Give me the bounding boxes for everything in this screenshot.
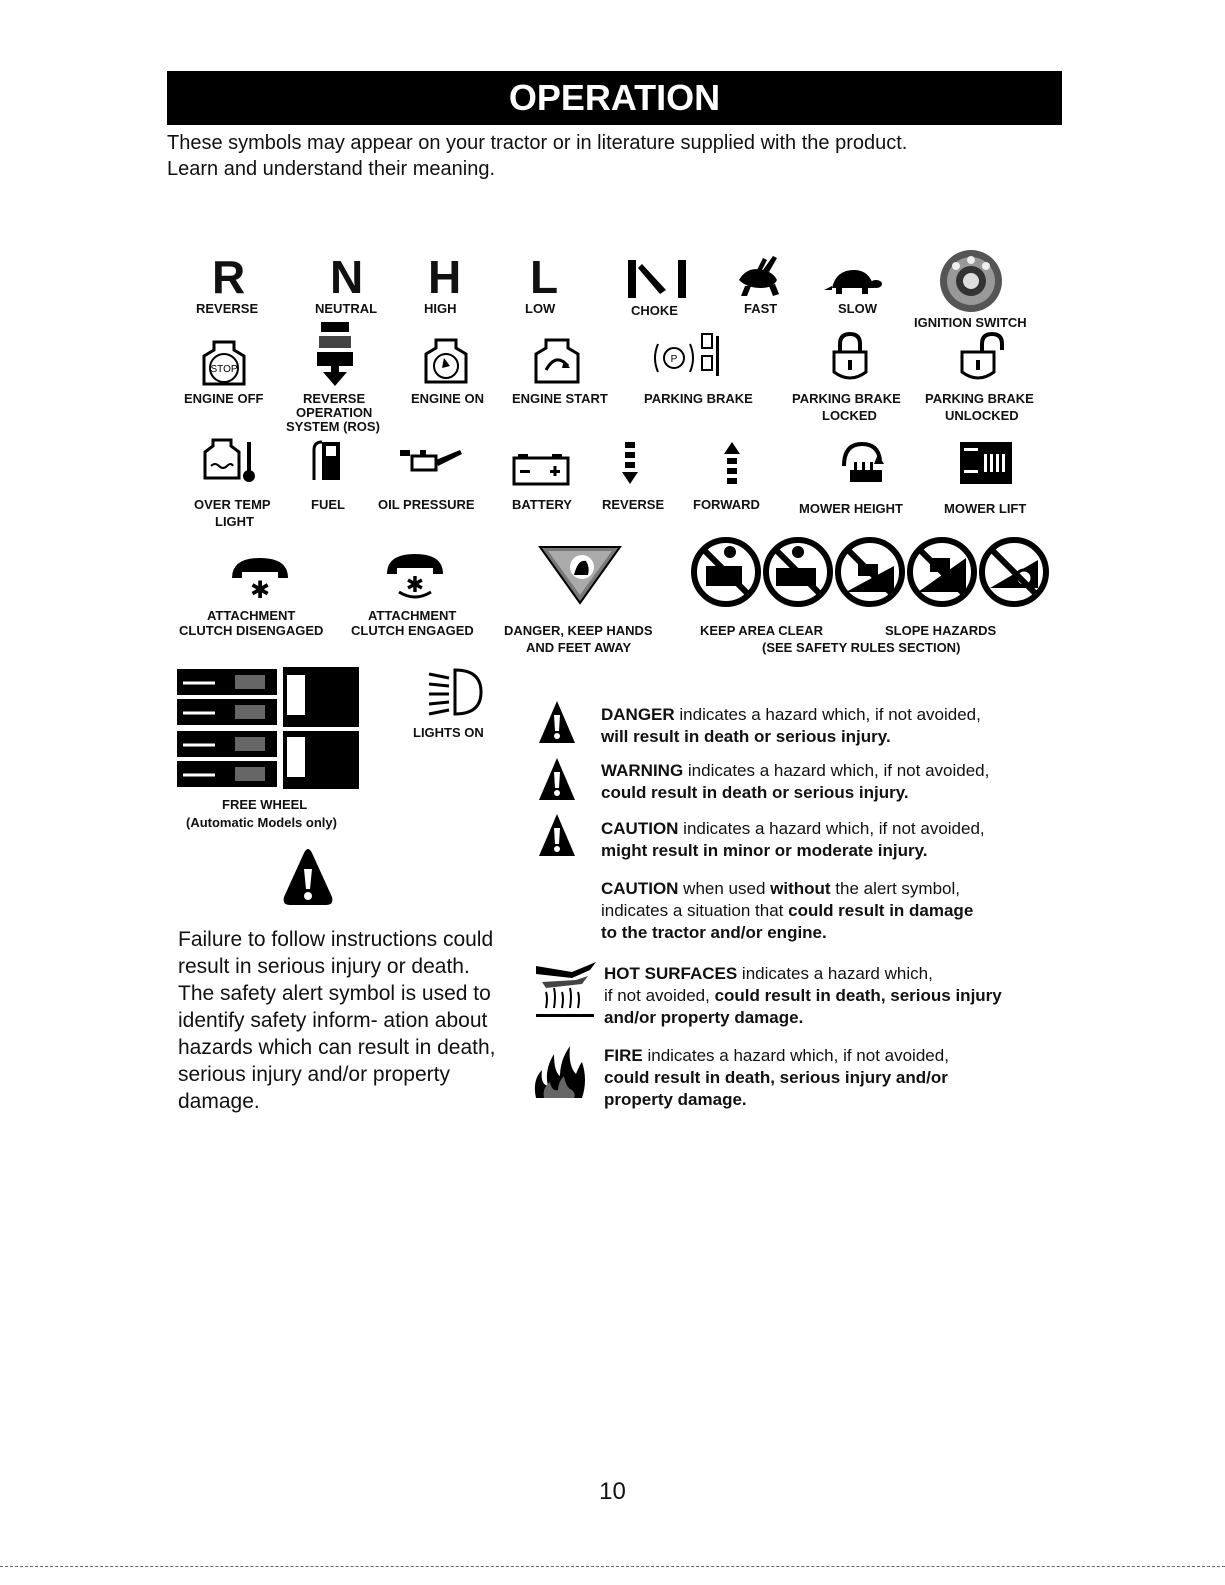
fuel-label: FUEL — [311, 497, 345, 512]
ros-label-2: OPERATION — [296, 405, 373, 420]
ros-label-1: REVERSE — [303, 391, 366, 406]
svg-text:STOP: STOP — [210, 364, 238, 375]
headlight-icon — [425, 664, 485, 718]
choke-label: CHOKE — [631, 303, 678, 318]
warning-definition — [601, 760, 989, 804]
caution2-text-2: the alert symbol, — [830, 879, 961, 898]
fire-bold-3: property damage. — [604, 1090, 747, 1109]
failure-warning-text: Failure to follow instructions could result in serious injury or death. The safety alert symbol is used to identify safety inform- ation about hazards which can result in death, serious injury and/or property damage. — [178, 928, 496, 1113]
danger-hands-label-2: AND FEET AWAY — [526, 640, 632, 655]
caution2-text-1: when used — [678, 879, 771, 898]
danger-alert-icon — [537, 699, 577, 745]
forward-arrow-icon — [722, 440, 742, 486]
reverse-label: REVERSE — [196, 301, 259, 316]
fire-word: FIRE — [604, 1046, 643, 1065]
warning-word: WARNING — [601, 761, 684, 780]
att-eng-label-2: CLUTCH ENGAGED — [351, 623, 474, 638]
danger-hands-label-1: DANGER, KEEP HANDS — [504, 623, 653, 638]
fire-icon — [530, 1040, 588, 1100]
engine-start-label: ENGINE START — [512, 391, 608, 406]
warning-text: indicates a hazard which, if not avoided, — [683, 761, 990, 780]
keep-area-clear-slope-icons — [690, 536, 1050, 608]
oil-pressure-label: OIL PRESSURE — [378, 497, 475, 512]
parking-brake-unlocked-icon — [958, 332, 1012, 384]
parking-brake-icon — [652, 330, 724, 380]
over-temp-label-1: OVER TEMP — [194, 497, 271, 512]
danger-text: indicates a hazard which, if not avoided, — [674, 705, 981, 724]
neutral-label: NEUTRAL — [315, 301, 378, 316]
mower-lift-label: MOWER LIFT — [944, 501, 1027, 516]
low-label: LOW — [525, 301, 556, 316]
slope-hazard-icon-1 — [838, 540, 902, 604]
slope-hazard-icon-2 — [910, 540, 974, 604]
pb-locked-label-2: LOCKED — [822, 408, 877, 423]
battery-icon — [512, 452, 572, 486]
pb-unlocked-label-1: PARKING BRAKE — [925, 391, 1034, 406]
hot-word: HOT SURFACES — [604, 964, 738, 983]
caution-text: indicates a hazard which, if not avoided, — [678, 819, 985, 838]
free-wheel-label-1: FREE WHEEL — [222, 797, 308, 812]
mower-height-label: MOWER HEIGHT — [799, 501, 903, 516]
intro-line-2: Learn and understand their meaning. — [167, 158, 496, 180]
see-safety-rules-label: (SEE SAFETY RULES SECTION) — [762, 640, 961, 655]
danger-bold: will result in death or serious injury. — [601, 727, 891, 746]
fire-bold-2: could result in death, serious injury and/or — [604, 1068, 948, 1087]
ignition-switch-icon — [938, 248, 1004, 314]
ignition-switch-label: IGNITION SWITCH — [914, 315, 1027, 330]
pb-unlocked-label-2: UNLOCKED — [945, 408, 1019, 423]
caution2-bold-1: without — [770, 879, 831, 898]
section-title-banner: OPERATION — [167, 71, 1062, 125]
scan-bottom-edge — [0, 1566, 1225, 1567]
danger-word: DANGER — [601, 705, 675, 724]
free-wheel-label-2: (Automatic Models only) — [186, 815, 337, 830]
caution2-bold-2: could result in damage — [788, 901, 974, 920]
svg-text:✱: ✱ — [405, 573, 425, 598]
parking-brake-label: PARKING BRAKE — [644, 391, 753, 406]
engine-start-icon — [534, 336, 580, 386]
turtle-slow-icon — [822, 264, 882, 296]
intro-line-1: These symbols may appear on your tractor or in literature supplied with the product. — [167, 132, 908, 154]
caution-bold: might result in minor or moderate injury. — [601, 841, 928, 860]
att-dis-label-2: CLUTCH DISENGAGED — [179, 623, 324, 638]
hot-text-2: if not avoided, — [604, 986, 715, 1005]
caution-word: CAUTION — [601, 819, 679, 838]
no-children-icon — [694, 540, 758, 604]
svg-text:✱: ✱ — [249, 576, 271, 600]
slow-label: SLOW — [838, 301, 877, 316]
danger-hands-feet-icon — [538, 545, 622, 605]
hot-bold-2: could result in death, serious injury — [714, 986, 1002, 1005]
neutral-letter: N — [330, 251, 364, 303]
mower-lift-icon — [958, 440, 1014, 486]
fast-label: FAST — [744, 301, 778, 316]
over-temp-label-2: LIGHT — [215, 514, 254, 529]
keep-area-clear-label: KEEP AREA CLEAR — [700, 623, 824, 638]
ros-label-3: SYSTEM (ROS) — [286, 419, 380, 434]
safety-alert-symbol-icon — [282, 847, 334, 907]
pb-locked-label-1: PARKING BRAKE — [792, 391, 901, 406]
warning-bold: could result in death or serious injury. — [601, 783, 909, 802]
caution2-text-3: indicates a situation that — [601, 901, 789, 920]
att-dis-label-1: ATTACHMENT — [207, 608, 296, 623]
forward-label: FORWARD — [693, 497, 760, 512]
hot-surfaces-definition — [604, 963, 1002, 1029]
engine-off-icon — [200, 338, 248, 388]
lights-on-label: LIGHTS ON — [413, 725, 484, 740]
rabbit-fast-icon — [733, 254, 785, 298]
fire-text: indicates a hazard which, if not avoided, — [642, 1046, 949, 1065]
hot-text: indicates a hazard which, — [737, 964, 933, 983]
choke-icon — [626, 258, 688, 300]
caution2-word: CAUTION — [601, 879, 679, 898]
high-letter: H — [428, 251, 462, 303]
caution2-bold-3: to the tractor and/or engine. — [601, 923, 827, 942]
attachment-clutch-engaged-icon — [385, 552, 445, 602]
reverse-operation-system-icon — [313, 320, 357, 388]
att-eng-label-1: ATTACHMENT — [368, 608, 457, 623]
caution-no-symbol-definition — [601, 878, 973, 944]
hot-bold-3: and/or property damage. — [604, 1008, 804, 1027]
hot-surfaces-icon — [532, 958, 598, 1020]
no-riders-icon — [766, 540, 830, 604]
svg-text:P: P — [670, 354, 678, 365]
oil-can-icon — [398, 448, 464, 474]
high-label: HIGH — [424, 301, 457, 316]
parking-brake-locked-icon — [830, 332, 870, 384]
free-wheel-decal-icon — [175, 665, 361, 791]
reverse-dir-label: REVERSE — [602, 497, 665, 512]
engine-on-label: ENGINE ON — [411, 391, 484, 406]
reverse-arrow-icon — [620, 440, 640, 486]
fire-definition — [604, 1045, 949, 1111]
low-letter: L — [530, 251, 559, 303]
mower-height-icon — [840, 440, 884, 484]
fuel-pump-icon — [312, 440, 342, 482]
caution-definition — [601, 818, 985, 862]
warning-alert-icon — [537, 756, 577, 802]
caution-alert-icon — [537, 812, 577, 858]
reverse-letter: R — [212, 251, 246, 303]
battery-label: BATTERY — [512, 497, 572, 512]
slope-hazards-label: SLOPE HAZARDS — [885, 623, 997, 638]
over-temp-icon — [203, 438, 259, 484]
intro-text — [167, 130, 1047, 182]
slope-hazard-icon-3 — [982, 540, 1046, 604]
attachment-clutch-disengaged-icon — [230, 556, 290, 600]
engine-on-icon — [424, 336, 468, 386]
danger-definition — [601, 704, 981, 748]
page-number: 10 — [599, 1478, 626, 1505]
engine-off-label: ENGINE OFF — [184, 391, 264, 406]
